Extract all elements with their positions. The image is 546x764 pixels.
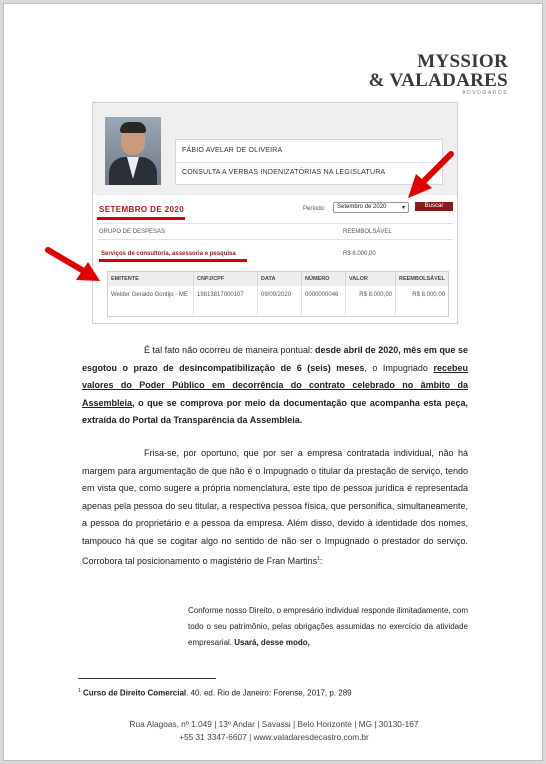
table-header-cell: DATA (258, 272, 302, 286)
footer-contact: +55 31 3347-6607 | www.valadaresdecastro.com.br (179, 732, 369, 742)
text-run: Frisa-se, por oportuno, que por ser a empresa contratada individual, não há margem para argumentação de que não é o Impugnado o titular da prestação de serviço, tendo em vista que, como sugere a própria nomenclatura, este tipo de pessoa jurídica é representada apenas pela pessoa do seu titular, a respectiva pessoa física, que personifica, simultaneamente, a pessoa do proprietário e a pessoa da empresa. Além disso, devido à identidade dos nomes, tampouco há que se cogitar algo no sentido de não ser o Impugnado o prestador do serviço. Corrobora tal posicionamento o magistério de Fran Martins (82, 448, 468, 566)
table-header-cell: NÚMERO (302, 272, 346, 286)
service-group-link[interactable]: Serviços de consultoria, assessoria e pesquisa (101, 251, 236, 257)
table-cell: 09/09/2020 (258, 286, 302, 317)
service-value: R$ 8.000,00 (343, 251, 376, 257)
table-cell: R$ 8.000,00 (412, 292, 445, 298)
reimbursable-header: REEMBOLSÁVEL (343, 229, 392, 235)
text-run: : (319, 555, 323, 566)
arrow-icon (408, 154, 451, 198)
deputy-name: FÁBIO AVELAR DE OLIVEIRA (182, 147, 283, 154)
logo-line-2: & VALADARES (368, 70, 508, 91)
footnote (78, 688, 352, 698)
footnote-title: Curso de Direito Comercial (83, 688, 187, 698)
table-cell: R$ 8.000,00 (346, 286, 396, 317)
footer-address: Rua Alagoas, nº 1.049 | 13º Andar | Savassi | Belo Horizonte | MG | 30130-167 (129, 719, 419, 729)
table-cell: 0000000046 (302, 286, 346, 317)
text-run: Conforme nosso Direito, o empresário individual responde ilimitadamente, com todo o seu patrimônio, pelas obrigações assumidas no exercício da atividade empresarial. (188, 606, 468, 647)
consult-subtitle: CONSULTA A VERBAS INDENIZATÓRIAS NA LEGISLATURA (182, 169, 386, 176)
table-header-cell: VALOR (346, 272, 396, 286)
table-header-cell: REEMBOLSÁVEL (396, 272, 448, 286)
underlined-run: valores do Poder Público em decorrência do contrato celebrado no âmbito da Assembleia (82, 380, 468, 408)
page-footer (4, 718, 543, 744)
text-run: É tal fato não ocorreu de maneira pontual: (144, 345, 316, 355)
footnote-ref[interactable]: 1 (317, 555, 320, 562)
block-quote (188, 603, 468, 651)
month-heading: SETEMBRO DE 2020 (99, 205, 185, 214)
document-page (3, 3, 543, 761)
bold-run: Usará, desse modo, (234, 638, 310, 647)
table-cell: 19813817000107 (194, 286, 258, 317)
table-cell: Welder Geraldo Gontijo - ME (108, 286, 194, 317)
bold-run: , o que se comprova por meio da documentação que acompanha esta peça, extraída do Portal da Transparência da Assembleia. (82, 397, 468, 426)
paragraph-2 (82, 445, 468, 570)
bold-run: desde abril de 2020, mês em que se esgotou o prazo de desincompatibilização de 6 (seis) meses (82, 345, 469, 373)
paragraph-1 (82, 342, 468, 430)
logo-line-3: ADVOGADOS (462, 90, 508, 96)
footnote-text: . 40. ed. Rio de Janeiro: Forense, 2017, p. 289 (186, 688, 352, 698)
table-header-cell: CNPJ/CPF (194, 272, 258, 286)
footnote-separator (78, 678, 216, 679)
underlined-run: recebeu (433, 362, 468, 373)
search-button[interactable]: Buscar (415, 202, 453, 211)
arrow-icon (48, 250, 100, 281)
logo-line-1: MYSSIOR (417, 51, 508, 72)
text-run: , o Impugnado (364, 362, 434, 373)
table-header-cell: EMITENTE (108, 272, 194, 286)
expense-group-header: GRUPO DE DESPESAS (99, 229, 166, 235)
period-select-value: Setembro de 2020 (337, 204, 387, 210)
footnote-number: 1 (78, 688, 81, 694)
chevron-down-icon: ▾ (401, 205, 405, 211)
period-label: Período: (303, 206, 326, 212)
